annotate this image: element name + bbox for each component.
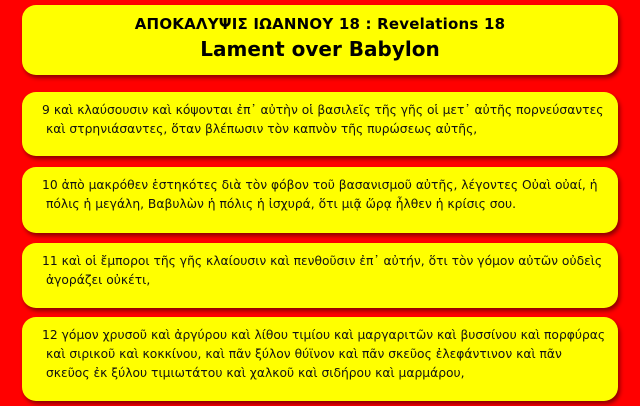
verse-number: 9 xyxy=(42,103,50,117)
verse-number: 11 xyxy=(42,254,58,268)
verse-body: καὶ κλαύσουσιν καὶ κόψονται ἐπ᾽ αὐτὴν οἱ βασιλεῖς τῆς γῆς οἱ μετ᾽ αὐτῆς πορνεύσαντες καὶ στρηνιάσαντες, ὅταν βλέπωσιν τὸν καπνὸν τῆς πυρώσεως αὐτῆς, xyxy=(46,103,604,136)
verse-card-12 xyxy=(22,317,618,401)
verse-body: γόμον χρυσοῦ καὶ ἀργύρου καὶ λίθου τιμίου καὶ μαργαριτῶν καὶ βυσσίνου καὶ πορφύρας καὶ σιρικοῦ καὶ κοκκίνου, καὶ πᾶν ξύλον θύϊνον καὶ πᾶν σκεῦος ἐλεφάντινον καὶ πᾶν σκεῦος ἐκ ξύλου τιμιωτάτου καὶ χαλκοῦ καὶ σιδήρου καὶ μαρμάρου, xyxy=(46,328,606,380)
page-title: ΑΠΟΚΑΛΥΨΙΣ ΙΩΑΝΝΟΥ 18 : Revelations 18 xyxy=(134,15,506,33)
verse-text xyxy=(32,101,608,139)
title-card xyxy=(22,5,618,75)
verse-number: 12 xyxy=(42,328,58,342)
verse-body: καὶ οἱ ἔμποροι τῆς γῆς κλαίουσιν καὶ πενθοῦσιν ἐπ᾽ αὐτήν, ὅτι τὸν γόμον αὐτῶν οὐδεὶς ἀγοράζει οὐκέτι, xyxy=(46,254,603,287)
verse-text xyxy=(32,176,608,214)
verse-card-11 xyxy=(22,243,618,308)
verse-card-9 xyxy=(22,92,618,156)
verse-card-10 xyxy=(22,167,618,233)
verse-number: 10 xyxy=(42,178,58,192)
verse-text xyxy=(32,326,608,383)
verse-body: ἀπὸ μακρόθεν ἑστηκότες διὰ τὸν φόβον τοῦ βασανισμοῦ αὐτῆς, λέγοντες Οὐαὶ οὐαί, ἡ πόλις ἡ μεγάλη, Βαβυλὼν ἡ πόλις ἡ ἰσχυρά, ὅτι μιᾷ ὥρᾳ ἦλθεν ἡ κρίσις σου. xyxy=(46,178,598,211)
verse-text xyxy=(32,252,608,290)
page-subtitle: Lament over Babylon xyxy=(200,37,440,61)
